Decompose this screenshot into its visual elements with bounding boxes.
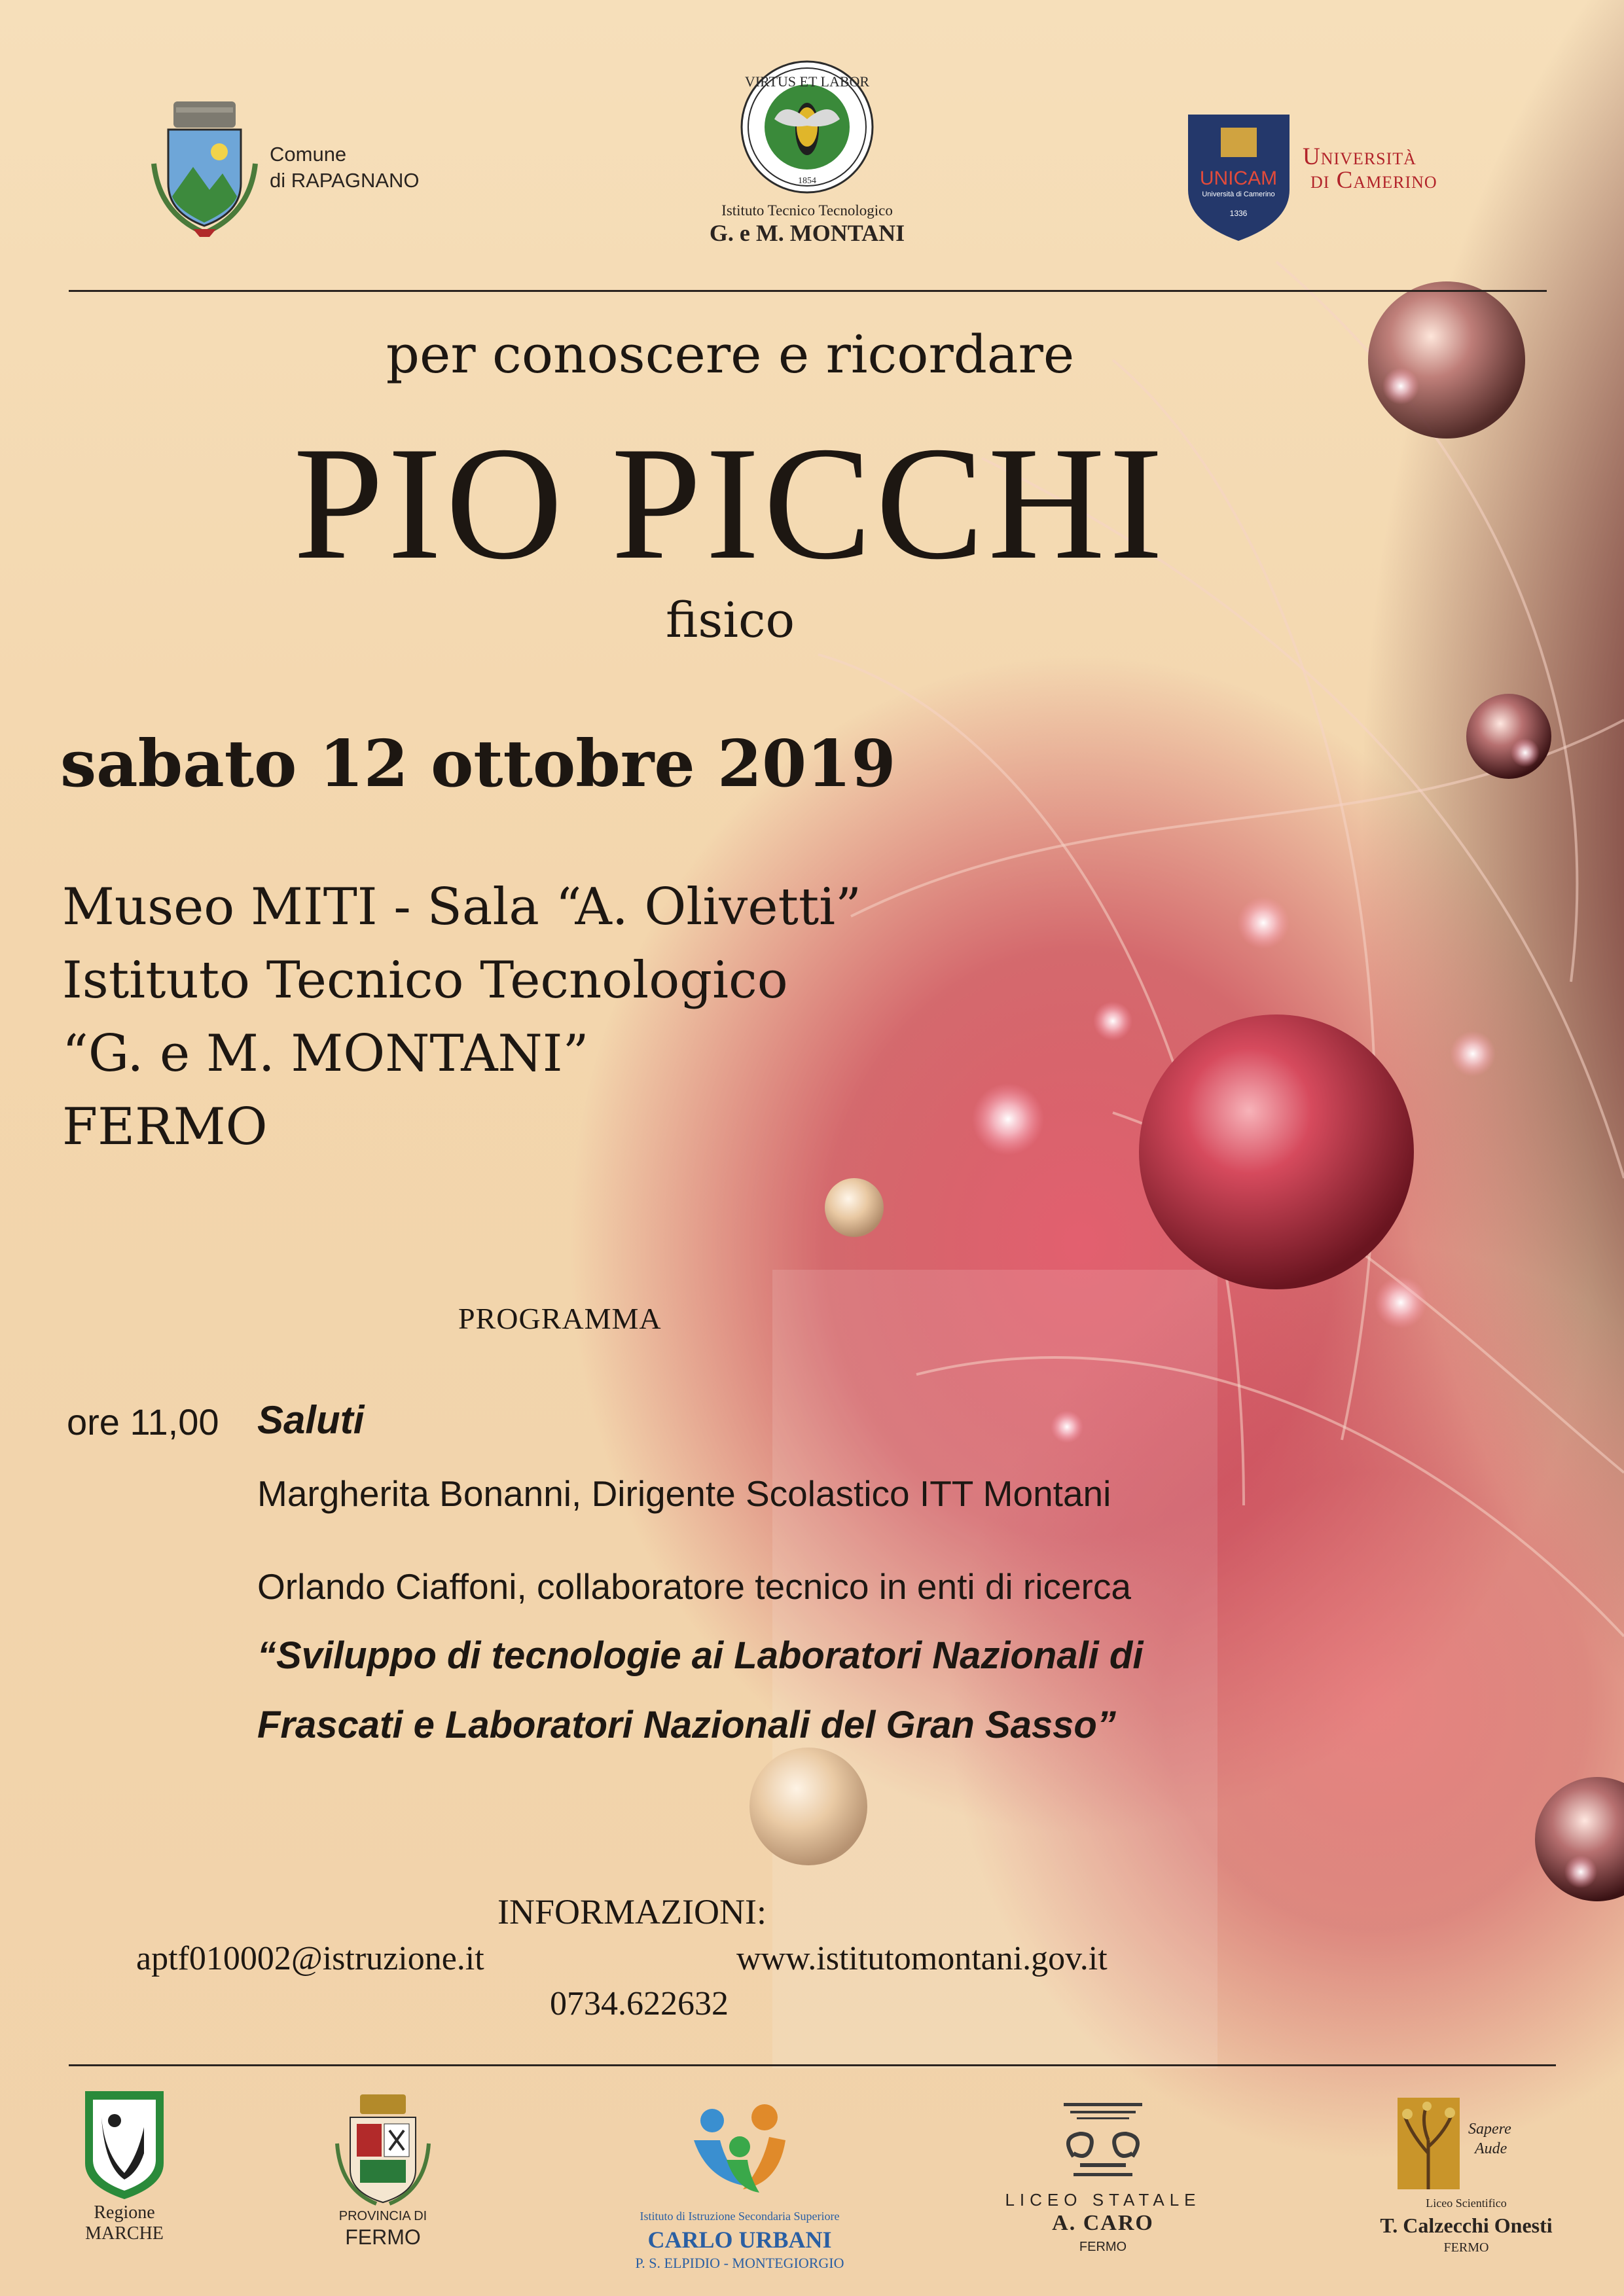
unicam-logo <box>1185 111 1293 245</box>
event-date: sabato 12 ottobre 2019 <box>60 726 896 802</box>
header <box>0 0 1624 281</box>
unicam-line2: di Camerino <box>1310 167 1437 194</box>
calzecchi-line2: T. Calzecchi Onesti <box>1380 2214 1553 2237</box>
header-divider <box>69 290 1547 292</box>
talk-line: “Sviluppo di tecnologie ai Laboratori Nazionali di <box>257 1634 1144 1677</box>
unicam-shield-sub: Università di Camerino <box>1202 190 1275 198</box>
liceo-caro-column-icon <box>1001 2098 1204 2189</box>
regione-marche-icon <box>65 2088 183 2202</box>
calzecchi-line1: Liceo Scientifico <box>1426 2197 1507 2210</box>
rapagnano-crest-icon <box>147 98 262 239</box>
carlo-urbani-icon <box>596 2094 884 2206</box>
rapagnano-logo <box>147 98 262 242</box>
unicam-wordmark <box>1303 145 1437 192</box>
montani-logo <box>686 54 928 247</box>
urbani-line3: P. S. ELPIDIO - MONTEGIORGIO <box>635 2255 844 2271</box>
liceo-caro-logo <box>1001 2098 1204 2257</box>
urbani-line1: Istituto di Istruzione Secondaria Superiore <box>640 2210 840 2223</box>
calzecchi-logo <box>1358 2094 1574 2258</box>
montani-subtitle: Istituto Tecnico Tecnologico <box>721 202 893 219</box>
footer-logos <box>0 2081 1624 2296</box>
calzecchi-motto2: Aude <box>1475 2140 1507 2157</box>
regione-line2: MARCHE <box>85 2223 164 2244</box>
montani-seal-icon <box>686 54 928 201</box>
regione-marche-logo <box>65 2088 183 2244</box>
website-link[interactable]: www.istitutomontani.gov.it <box>736 1940 1108 1977</box>
program-speaker: Margherita Bonanni, Dirigente Scolastico ITT Montani <box>257 1473 1111 1514</box>
info-heading-main: INFORMAZIONI: <box>497 1892 767 1931</box>
phone-number: 0734.622632 <box>550 1985 729 2022</box>
venue-block <box>62 870 861 1164</box>
talk-line: Frascati e Laboratori Nazionali del Gran Sasso” <box>257 1704 1116 1746</box>
carlo-urbani-logo <box>596 2094 884 2274</box>
program-talk-title <box>257 1621 1143 1760</box>
provincia-line1: PROVINCIA DI <box>338 2209 427 2223</box>
urbani-line2: CARLO URBANI <box>647 2227 832 2253</box>
program-heading: PROGRAMMA <box>458 1302 662 1335</box>
hero-subtitle: per conoscere e ricordare <box>386 324 1075 385</box>
provincia-fermo-logo <box>331 2091 435 2248</box>
unicam-line1: Università <box>1303 143 1416 170</box>
hero-role: fisico <box>666 592 795 649</box>
venue-line: “G. e M. MONTANI” <box>62 1024 589 1083</box>
program-time: ore 11,00 <box>67 1401 219 1443</box>
caro-line1: LICEO STATALE <box>1005 2190 1201 2210</box>
provincia-crest-icon <box>331 2091 435 2206</box>
program-speaker: Orlando Ciaffoni, collaboratore tecnico in enti di ricerca <box>257 1566 1131 1607</box>
unicam-shield-year: 1336 <box>1229 209 1248 218</box>
calzecchi-motto1: Sapere <box>1468 2121 1511 2138</box>
provincia-line2: FERMO <box>345 2225 421 2249</box>
calzecchi-line3: FERMO <box>1443 2240 1489 2255</box>
montani-seal-motto: VIRTUS ET LABOR <box>744 73 870 90</box>
program-session: Saluti <box>257 1398 365 1442</box>
caro-line3: FERMO <box>1079 2240 1127 2254</box>
montani-seal-year: 1854 <box>798 176 816 186</box>
regione-line1: Regione <box>94 2202 155 2223</box>
tree-of-life-icon <box>1358 2094 1574 2193</box>
email-link[interactable]: aptf010002@istruzione.it <box>136 1940 484 1977</box>
venue-line: FERMO <box>62 1098 268 1157</box>
rapagnano-line2: di RAPAGNANO <box>270 169 420 192</box>
page-title: PIO PICCHI <box>293 413 1167 593</box>
rapagnano-label <box>270 141 420 194</box>
montani-name: G. e M. MONTANI <box>709 220 905 246</box>
rapagnano-line1: Comune <box>270 143 347 166</box>
unicam-shield-icon <box>1185 111 1293 242</box>
footer-divider <box>69 2064 1556 2066</box>
unicam-shield-label: UNICAM <box>1199 168 1278 189</box>
venue-line: Istituto Tecnico Tecnologico <box>62 951 788 1010</box>
venue-line: Museo MITI - Sala “A. Olivetti” <box>62 878 861 937</box>
caro-line2: A. CARO <box>1052 2211 1154 2235</box>
